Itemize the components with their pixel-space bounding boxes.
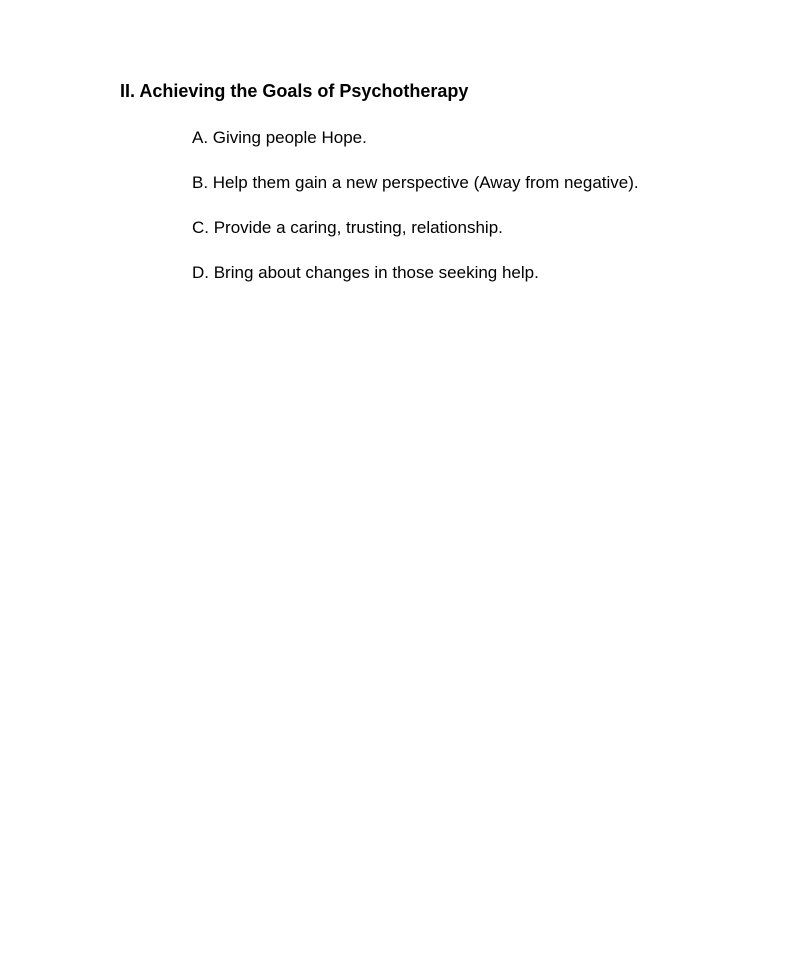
outline-item-c: C. Provide a caring, trusting, relationship. [192, 218, 503, 237]
outline-item-d: D. Bring about changes in those seeking help. [192, 263, 539, 282]
outline-item-b: B. Help them gain a new perspective (Away from negative). [192, 173, 639, 192]
outline-item-a: A. Giving people Hope. [192, 128, 367, 147]
section-heading: II. Achieving the Goals of Psychotherapy [120, 81, 469, 101]
